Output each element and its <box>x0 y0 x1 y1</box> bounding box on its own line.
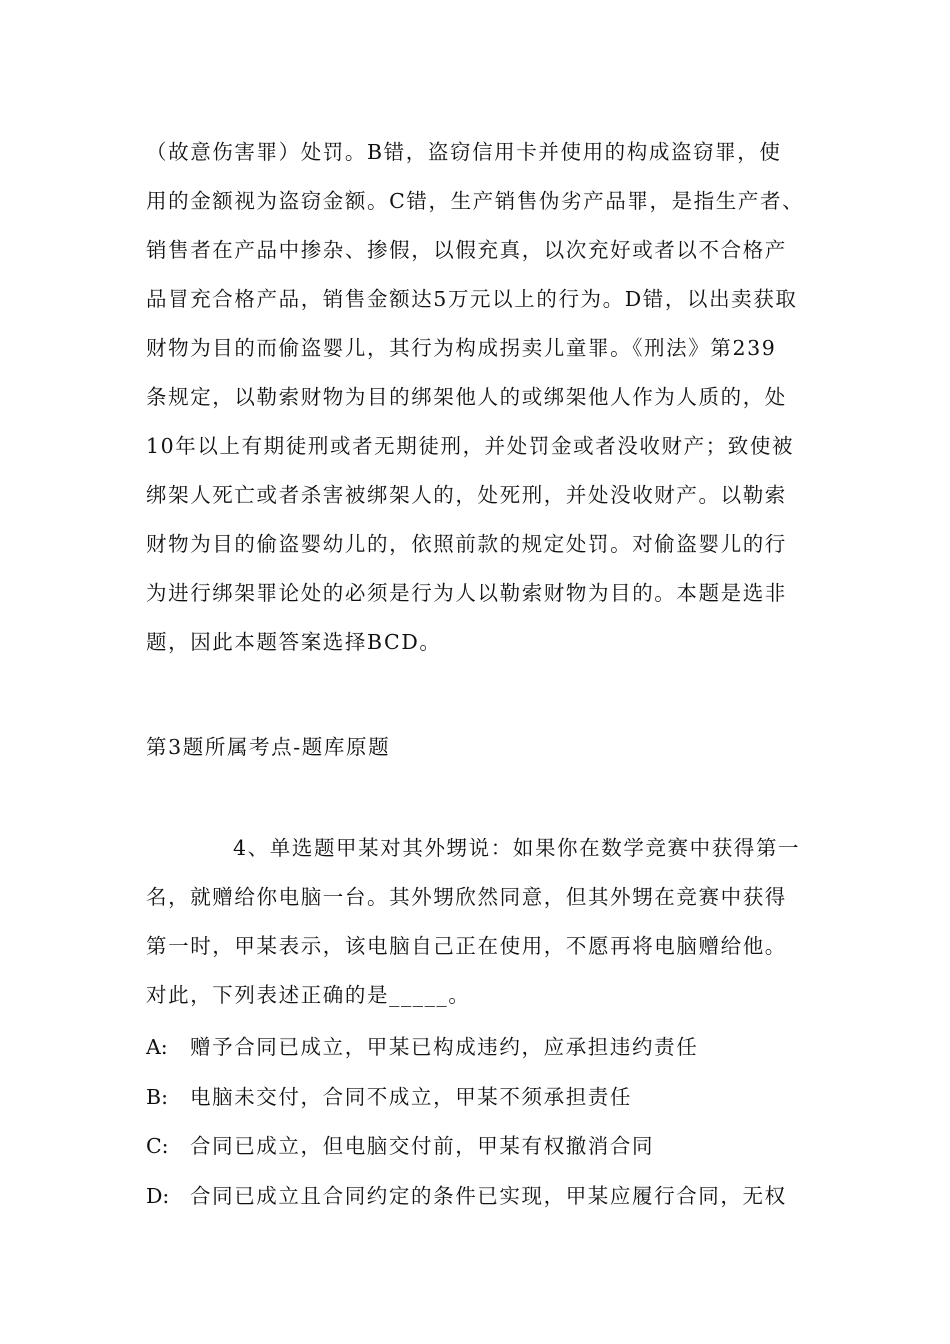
option-d[interactable] <box>146 1181 816 1211</box>
option-c[interactable] <box>146 1131 816 1161</box>
question4-line-2: 名，就赠给你电脑一台。其外甥欣然同意，但其外甥在竞赛中获得 <box>146 885 787 909</box>
explanation-line-2: 用的金额视为盗窃金额。C错，生产销售伪劣产品罪，是指生产者、 <box>146 189 805 213</box>
question4-line-3: 第一时，甲某表示，该电脑自己正在使用，不愿再将电脑赠给他。 <box>146 934 787 958</box>
option-b[interactable] <box>146 1082 816 1112</box>
option-c-letter: C: <box>146 1134 169 1158</box>
q3-topic-heading: 第3题所属考点-题库原题 <box>146 735 391 759</box>
explanation-line-5: 财物为目的而偷盗婴儿，其行为构成拐卖儿童罪。《刑法》第239 <box>146 336 777 360</box>
question4-line-1: 4、单选题甲某对其外甥说：如果你在数学竞赛中获得第一 <box>233 836 801 860</box>
option-d-text: 合同已成立且合同约定的条件已实现，甲某应履行合同，无权 <box>190 1184 787 1208</box>
option-c-text: 合同已成立，但电脑交付前，甲某有权撤消合同 <box>190 1134 655 1158</box>
explanation-line-6: 条规定，以勒索财物为目的绑架他人的或绑架他人作为人质的，处 <box>146 385 787 409</box>
explanation-line-1: （故意伤害罪）处罚。B错，盗窃信用卡并使用的构成盗窃罪，使 <box>146 140 782 164</box>
explanation-line-3: 销售者在产品中掺杂、掺假，以假充真，以次充好或者以不合格产 <box>146 238 787 262</box>
explanation-line-7: 10年以上有期徒刑或者无期徒刑，并处罚金或者没收财产；致使被 <box>146 434 795 458</box>
explanation-line-11: 题，因此本题答案选择BCD。 <box>146 630 442 654</box>
option-d-letter: D: <box>146 1184 170 1208</box>
question4-line-4: 对此，下列表述正确的是_____。 <box>146 983 471 1007</box>
explanation-line-10: 为进行绑架罪论处的必须是行为人以勒索财物为目的。本题是选非 <box>146 581 787 605</box>
explanation-line-8: 绑架人死亡或者杀害被绑架人的，处死刑，并处没收财产。以勒索 <box>146 483 787 507</box>
explanation-line-9: 财物为目的偷盗婴幼儿的，依照前款的规定处罚。对偷盗婴儿的行 <box>146 532 787 556</box>
option-a-letter: A: <box>146 1035 168 1059</box>
option-a-text: 赠予合同已成立，甲某已构成违约，应承担违约责任 <box>190 1035 699 1059</box>
option-b-letter: B: <box>146 1085 168 1109</box>
explanation-line-4: 品冒充合格产品，销售金额达5万元以上的行为。D错，以出卖获取 <box>146 287 798 311</box>
option-a[interactable] <box>146 1032 816 1062</box>
option-b-text: 电脑未交付，合同不成立，甲某不须承担责任 <box>190 1085 632 1109</box>
